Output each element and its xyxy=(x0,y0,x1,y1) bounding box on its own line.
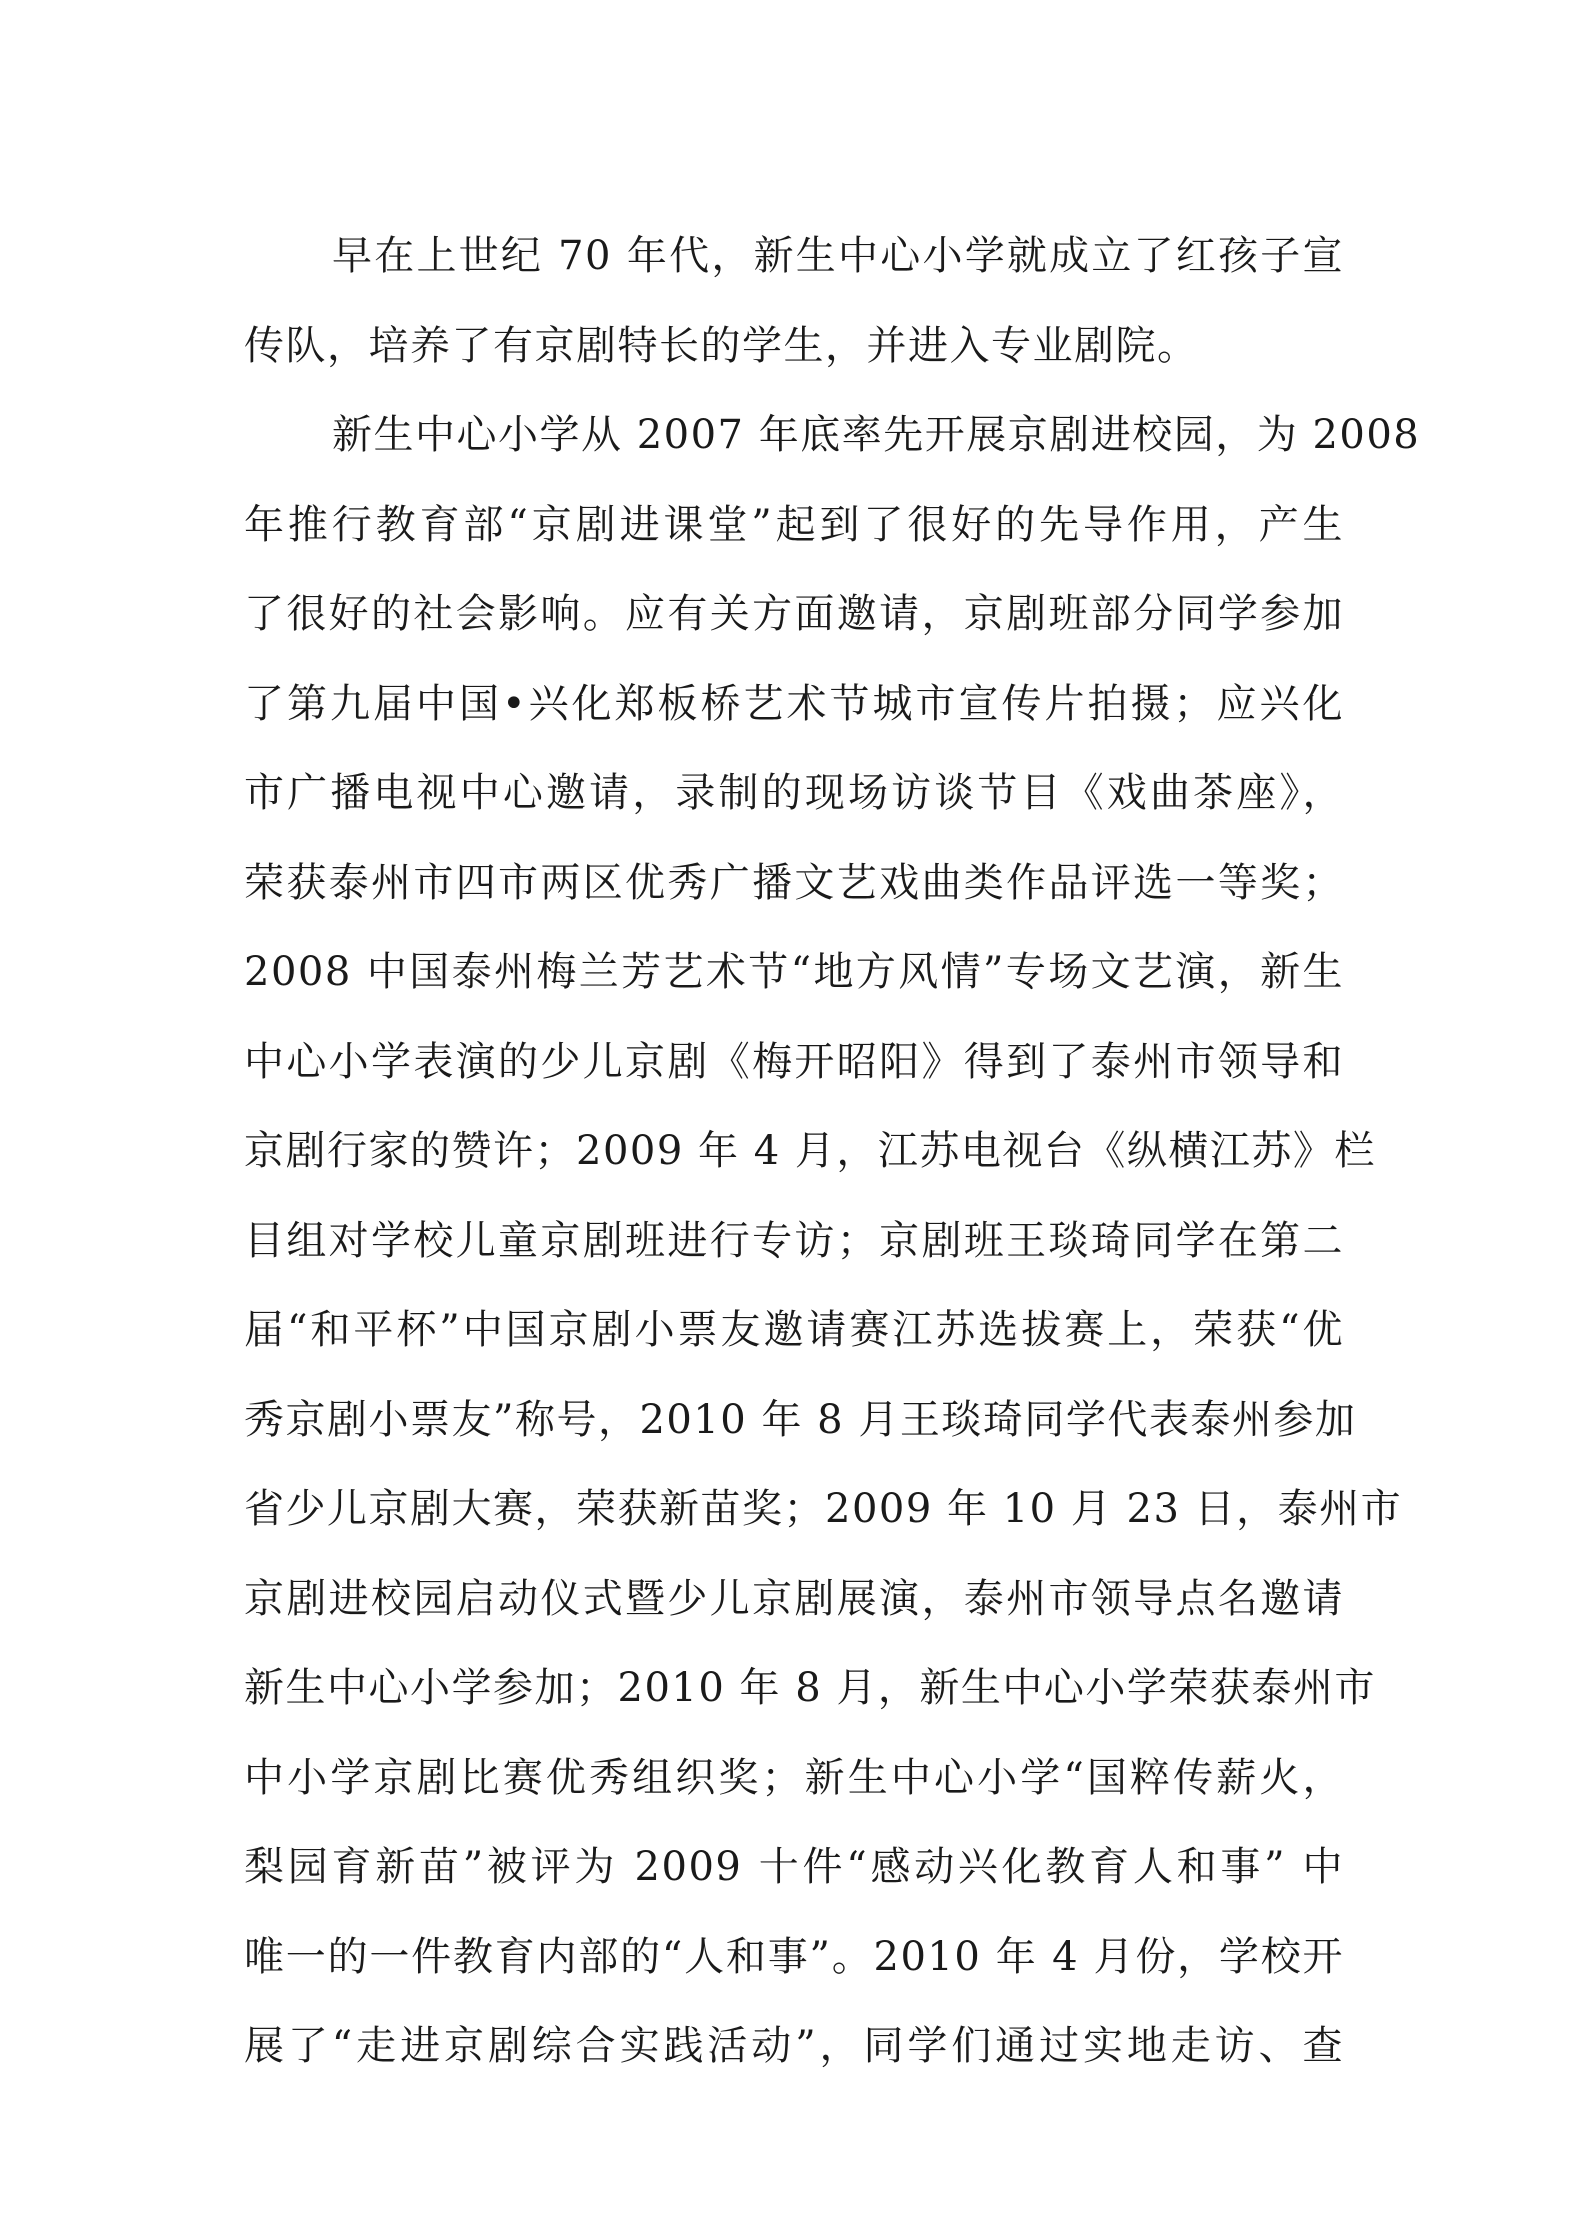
paragraph-2-line-17: 梨园育新苗”被评为 2009 十件“感动兴化教育人和事” 中 xyxy=(244,1844,1344,1890)
paragraph-2-line-18: 唯一的一件教育内部的“人和事”。2010 年 4 月份，学校开 xyxy=(244,1933,1344,1980)
paragraph-1-line-2: 传队，培养了有京剧特长的学生，并进入专业剧院。 xyxy=(244,322,1199,369)
paragraph-2-line-1: 新生中心小学从 2007 年底率先开展京剧进校园，为 2008 xyxy=(332,412,1421,458)
paragraph-2-line-14: 京剧进校园启动仪式暨少儿京剧展演，泰州市领导点名邀请 xyxy=(244,1575,1344,1622)
paragraph-2-line-11: 届“和平杯”中国京剧小票友邀请赛江苏选拔赛上，荣获“优 xyxy=(244,1307,1344,1353)
paragraph-2-line-2: 年推行教育部“京剧进课堂”起到了很好的先导作用，产生 xyxy=(244,501,1344,548)
paragraph-2-line-19: 展了“走进京剧综合实践活动”，同学们通过实地走访、查 xyxy=(244,2023,1344,2069)
paragraph-1-line-1: 早在上世纪 70 年代，新生中心小学就成立了红孩子宣 xyxy=(332,233,1344,279)
paragraph-2-line-9: 京剧行家的赞许；2009 年 4 月，江苏电视台《纵横江苏》栏 xyxy=(244,1128,1376,1174)
paragraph-2-line-16: 中小学京剧比赛优秀组织奖；新生中心小学“国粹传薪火， xyxy=(244,1754,1344,1801)
paragraph-2-line-10: 目组对学校儿童京剧班进行专访；京剧班王琰琦同学在第二 xyxy=(244,1217,1344,1264)
paragraph-2-line-12: 秀京剧小票友”称号，2010 年 8 月王琰琦同学代表泰州参加 xyxy=(244,1396,1357,1443)
paragraph-2-line-5: 市广播电视中心邀请，录制的现场访谈节目《戏曲茶座》， xyxy=(244,770,1344,816)
paragraph-2-line-3: 了很好的社会影响。应有关方面邀请，京剧班部分同学参加 xyxy=(244,591,1344,637)
paragraph-2-line-7: 2008 中国泰州梅兰芳艺术节“地方风情”专场文艺演，新生 xyxy=(244,949,1344,995)
body-text xyxy=(244,212,1421,2092)
paragraph-2-line-4: 了第九届中国•兴化郑板桥艺术节城市宣传片拍摄；应兴化 xyxy=(244,680,1344,727)
paragraph-2-line-6: 荣获泰州市四市两区优秀广播文艺戏曲类作品评选一等奖； xyxy=(244,859,1344,906)
paragraph-2-line-8: 中心小学表演的少儿京剧《梅开昭阳》得到了泰州市领导和 xyxy=(244,1038,1344,1085)
paragraph-2-line-13: 省少儿京剧大赛，荣获新苗奖；2009 年 10 月 23 日，泰州市 xyxy=(244,1486,1403,1532)
paragraph-2-line-15: 新生中心小学参加；2010 年 8 月，新生中心小学荣获泰州市 xyxy=(244,1665,1376,1711)
